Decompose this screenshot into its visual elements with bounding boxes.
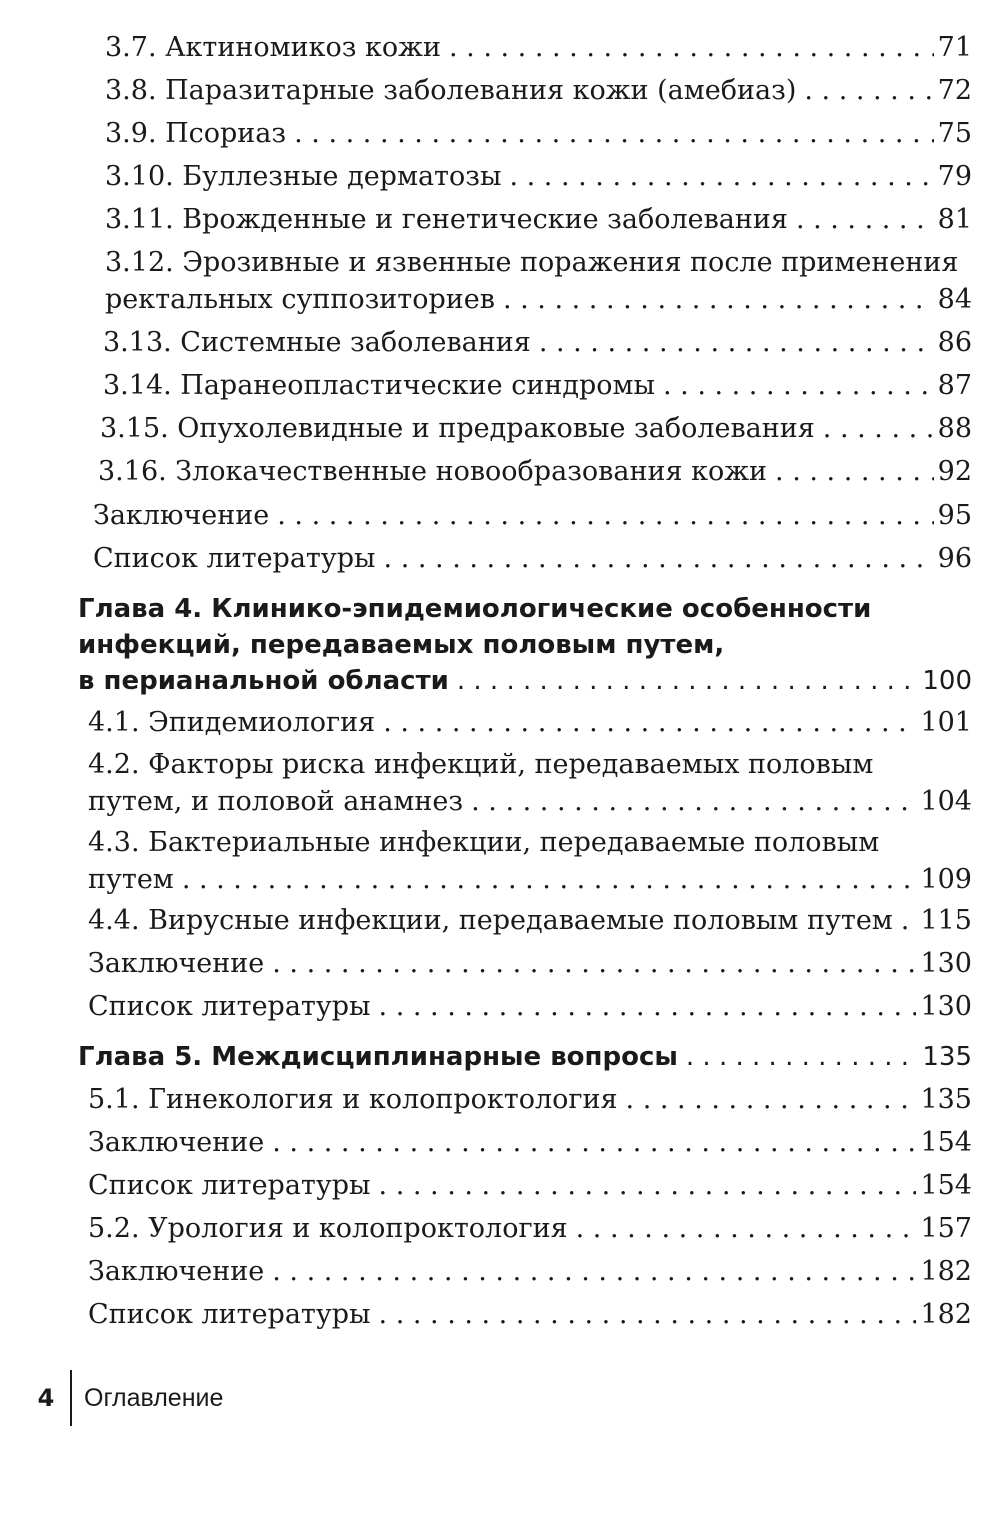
dot-leader: [686, 1037, 918, 1077]
toc-entry-line: [88, 1209, 972, 1249]
dot-leader: [775, 452, 934, 492]
section-title: Заключение: [88, 1256, 265, 1287]
page-reference: 157: [920, 1213, 972, 1244]
toc-entry-line: [78, 1037, 972, 1077]
section-title: 4.2. Факторы риска инфекций, передаваемых половым: [88, 749, 874, 780]
section-title: 3.15. Опухолевидные и предраковые заболевания: [100, 413, 815, 444]
toc-entry-line: [78, 661, 972, 701]
toc-entry-line: [88, 745, 873, 785]
section-title: 4.1. Эпидемиология: [88, 707, 376, 738]
page-reference: 182: [920, 1256, 972, 1287]
section-title: Заключение: [93, 500, 270, 531]
page-reference: 75: [937, 118, 972, 149]
section-title: Список литературы: [88, 1170, 371, 1201]
toc-entry-line: [105, 243, 958, 283]
section-title: 3.13. Системные заболевания: [103, 327, 531, 358]
toc-entry-line: [105, 114, 972, 154]
dot-leader: [509, 157, 933, 197]
section-title: Заключение: [88, 948, 265, 979]
toc-entry-line: [78, 589, 871, 629]
toc-entry-line: [78, 625, 724, 665]
toc-entry-line: [88, 1080, 972, 1120]
section-title: 3.8. Паразитарные заболевания кожи (амебиаз): [105, 75, 797, 106]
dot-leader: [384, 539, 934, 579]
section-title: 3.9. Псориаз: [105, 118, 287, 149]
toc-entry-line: [100, 409, 972, 449]
dot-leader: [379, 1166, 917, 1206]
section-title: 3.14. Паранеопластические синдромы: [103, 370, 655, 401]
dot-leader: [379, 1295, 917, 1335]
page-reference: 135: [922, 1042, 972, 1072]
section-title: путем: [88, 864, 174, 895]
toc-entry-line: [93, 496, 972, 536]
section-title: 3.10. Буллезные дерматозы: [105, 161, 502, 192]
section-title: 3.12. Эрозивные и язвенные поражения после применения: [105, 247, 959, 278]
dot-leader: [576, 1209, 917, 1249]
toc-entry-line: [88, 901, 972, 941]
section-title: 3.16. Злокачественные новообразования кожи: [98, 456, 768, 487]
page-reference: 109: [920, 864, 972, 895]
dot-leader: [272, 1123, 916, 1163]
section-title: Список литературы: [88, 991, 371, 1022]
dot-leader: [796, 200, 934, 240]
page-reference: 81: [937, 204, 972, 235]
dot-leader: [626, 1080, 917, 1120]
page-reference: 182: [920, 1299, 972, 1330]
section-title: 4.3. Бактериальные инфекции, передаваемые половым: [88, 827, 880, 858]
dot-leader: [182, 860, 917, 900]
dot-leader: [471, 782, 916, 822]
running-section-title: Оглавление: [84, 1383, 224, 1412]
section-title: путем, и половой анамнез: [88, 786, 464, 817]
page-reference: 84: [937, 284, 972, 315]
toc-entry-line: [88, 1123, 972, 1163]
toc-entry-line: [88, 1252, 972, 1292]
chapter-title: в перианальной области: [78, 666, 449, 696]
section-title: Список литературы: [88, 1299, 371, 1330]
chapter-title: инфекций, передаваемых половым путем,: [78, 630, 725, 660]
page-reference: 87: [937, 370, 972, 401]
dot-leader: [663, 366, 934, 406]
dot-leader: [823, 409, 934, 449]
toc-entry-line: [105, 280, 972, 320]
toc-entry-line: [105, 157, 972, 197]
dot-leader: [449, 28, 934, 68]
toc-entry-line: [103, 366, 972, 406]
toc-entry-line: [93, 539, 972, 579]
page-reference: 115: [920, 905, 972, 936]
section-title: Заключение: [88, 1127, 265, 1158]
page-number: 4: [37, 1384, 55, 1412]
page-reference: 135: [920, 1084, 972, 1115]
page-reference: 95: [937, 500, 972, 531]
page-reference: 130: [920, 991, 972, 1022]
page-footer: [30, 1370, 223, 1426]
toc-entry-line: [88, 987, 972, 1027]
page-reference: 104: [920, 786, 972, 817]
toc-entry-line: [88, 782, 972, 822]
page-reference: 71: [937, 32, 972, 63]
toc-entry-line: [88, 823, 879, 863]
dot-leader: [503, 280, 934, 320]
page-reference: 101: [920, 707, 972, 738]
page-reference: 92: [937, 456, 972, 487]
chapter-title: Глава 5. Междисциплинарные вопросы: [78, 1042, 678, 1072]
toc-entry-line: [105, 200, 972, 240]
dot-leader: [383, 703, 916, 743]
dot-leader: [379, 987, 917, 1027]
page-reference: 130: [920, 948, 972, 979]
dot-leader: [294, 114, 934, 154]
section-title: 3.7. Актиномикоз кожи: [105, 32, 442, 63]
dot-leader: [457, 661, 918, 701]
toc-entry-line: [88, 944, 972, 984]
toc-entry-line: [88, 1295, 972, 1335]
page-reference: 72: [937, 75, 972, 106]
section-title: 3.11. Врожденные и генетические заболевания: [105, 204, 788, 235]
toc-entry-line: [98, 452, 972, 492]
section-title: 5.1. Гинекология и колопроктология: [88, 1084, 618, 1115]
dot-leader: [277, 496, 933, 536]
section-title: Список литературы: [93, 543, 376, 574]
section-title: ректальных суппозиториев: [105, 284, 495, 315]
page-reference: 86: [937, 327, 972, 358]
footer-divider: [70, 1370, 72, 1426]
page-reference: 79: [937, 161, 972, 192]
toc-entry-line: [105, 28, 972, 68]
page-reference: 100: [922, 666, 972, 696]
section-title: 5.2. Урология и колопроктология: [88, 1213, 568, 1244]
page-reference: 154: [920, 1127, 972, 1158]
toc-entry-line: [105, 71, 972, 111]
toc-entry-line: [103, 323, 972, 363]
dot-leader: [539, 323, 934, 363]
dot-leader: [901, 901, 917, 941]
chapter-title: Глава 4. Клинико-эпидемиологические особенности: [78, 594, 872, 624]
toc-entry-line: [88, 1166, 972, 1206]
page-reference: 154: [920, 1170, 972, 1201]
dot-leader: [272, 944, 916, 984]
toc-entry-line: [88, 703, 972, 743]
dot-leader: [804, 71, 933, 111]
section-title: 4.4. Вирусные инфекции, передаваемые половым путем: [88, 905, 893, 936]
page-reference: 96: [937, 543, 972, 574]
dot-leader: [272, 1252, 916, 1292]
page-reference: 88: [937, 413, 972, 444]
toc-entry-line: [88, 860, 972, 900]
